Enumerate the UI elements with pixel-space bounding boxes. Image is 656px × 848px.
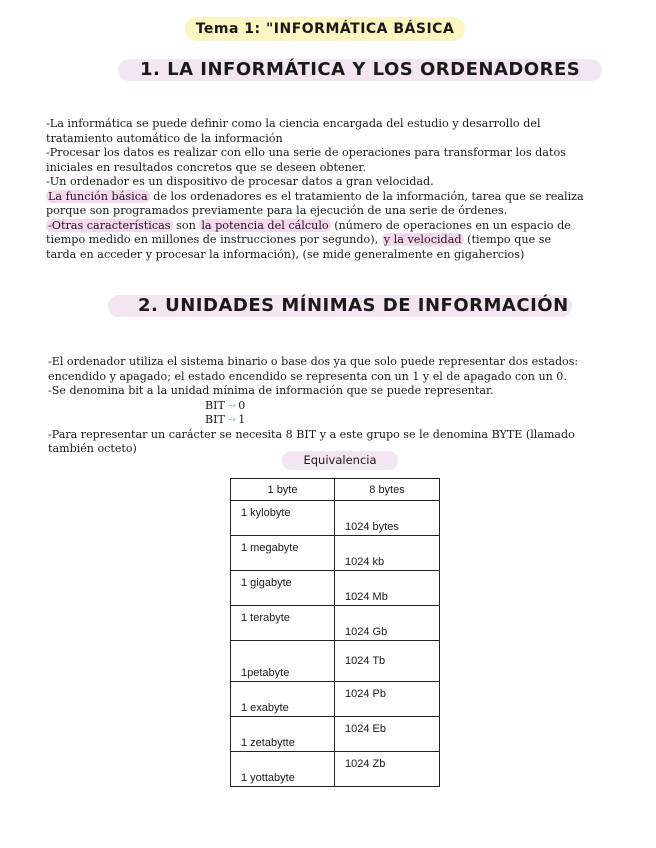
table-cell-unit: 1 terabyte [231,606,335,641]
text-line: -Para representar un carácter se necesita 8 BIT y a este grupo se le denomina BYTE (llamado [48,427,575,441]
highlight-velocidad: y la velocidad [383,233,462,246]
equivalence-title: Equivalencia [282,451,398,470]
section-1-body [46,117,584,262]
table-cell-value: 1024 Tb [335,641,440,682]
table-cell-unit: 1petabyte [231,641,335,682]
table-cell-value: 1024 Zb [335,752,440,787]
text-fragment: (tiempo que se [463,233,552,246]
arrow-right-icon: → [226,398,237,412]
table-row [231,717,440,752]
section-1-title-text: 1. LA INFORMÁTICA Y LOS ORDENADORES [140,59,581,80]
text-line: iniciales en resultados concretos que se deseen obtener. [46,160,367,174]
table-row [231,682,440,717]
text-line: -Un ordenador es un dispositivo de procesar datos a gran velocidad. [46,175,434,188]
text-line: -Procesar los datos es realizar con ello una serie de operaciones para transformar los datos [46,146,566,159]
table-row [231,536,440,571]
table-cell-value: 1024 Mb [335,571,440,606]
highlight-potencia-calculo: la potencia del cálculo [201,218,329,232]
text-line: también octeto) [48,442,137,455]
text-line: -El ordenador utiliza el sistema binario o base dos ya que solo puede representar dos estados: [48,355,579,368]
bit-value: 0 [238,398,246,412]
table-cell-value: 1024 Eb [335,717,440,752]
table-cell-value: 1024 Gb [335,606,440,641]
bit-one-line [48,413,578,428]
table-cell-value: 1024 bytes [335,501,440,536]
table-row [231,571,440,606]
table-cell-unit: 1 zetabytte [231,717,335,752]
text-fragment: (número de operaciones en un espacio de [330,218,571,232]
text-line: encendido y apagado; el estado encendido se representa con un 1 y el de apagado con un 0. [48,369,567,383]
table-row [231,501,440,536]
table-row [231,752,440,787]
highlight-otras-caracteristicas: -Otras características [48,218,171,232]
table-cell-value: 8 bytes [335,479,440,501]
table-cell-unit: 1 kylobyte [231,501,335,536]
text-line: porque son programados previamente para la ejecución de una serie de órdenes. [46,204,508,217]
bit-label: BIT [205,398,225,412]
table-row [231,641,440,682]
table-row [231,606,440,641]
table-cell-unit: 1 megabyte [231,536,335,571]
section-2-title-text: 2. UNIDADES MÍNIMAS DE INFORMACIÓN [138,295,569,316]
table-cell-unit: 1 yottabyte [231,752,335,787]
equivalence-table [230,478,440,787]
text-fragment: son [172,218,200,232]
text-line: -Se denomina bit a la unidad mínima de información que se puede representar. [48,384,494,397]
bit-value: 1 [238,413,246,426]
text-line: -La informática se puede definir como la ciencia encargada del estudio y desarrollo del [46,117,541,130]
table-cell-unit: 1 byte [231,479,335,501]
section-1-title [118,59,602,81]
table-cell-unit: 1 gigabyte [231,571,335,606]
text-line: tarda en acceder y procesar la información), (se mide generalmente en gigahercios) [46,247,525,261]
table-cell-value: 1024 kb [335,536,440,571]
bit-zero-line [48,399,578,414]
bit-label: BIT [205,413,225,426]
table-header-row [231,479,440,501]
text-line: tratamiento automático de la información [46,131,283,145]
section-2-body [48,355,578,457]
text-fragment: tiempo medido en millones de instrucciones por segundo), [46,233,382,246]
text-line: de los ordenadores es el tratamiento de la información, tarea que se realiza [149,189,584,203]
topic-title: Tema 1: "INFORMÁTICA BÁSICA [185,17,465,41]
section-2-title [108,295,572,317]
highlight-funcion-basica: La función básica [48,189,148,203]
arrow-right-icon: → [226,413,237,426]
table-cell-value: 1024 Pb [335,682,440,717]
table-cell-unit: 1 exabyte [231,682,335,717]
